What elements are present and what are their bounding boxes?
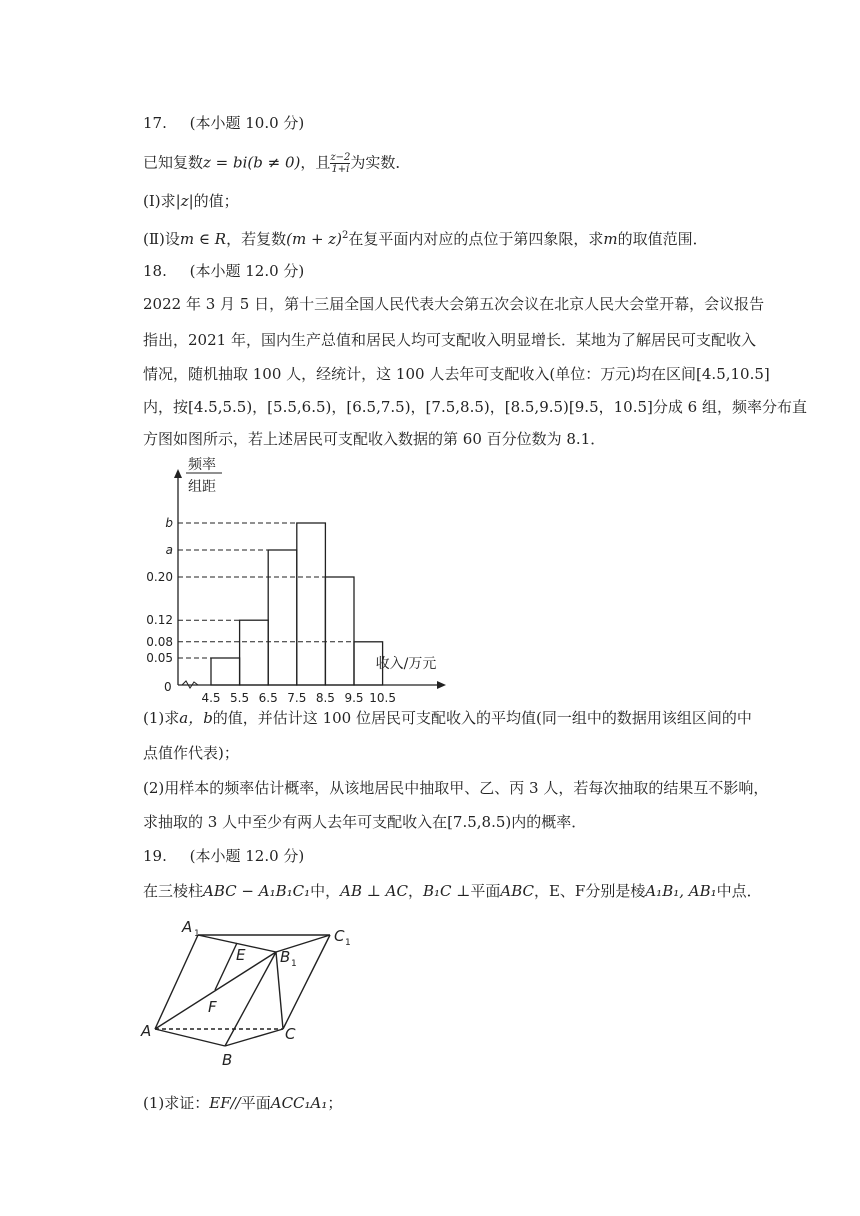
q19-stem-c: ， [407,882,423,900]
q19-header [143,846,304,866]
q17-part2-expr2: (m + z) [286,230,343,248]
x-axis-arrow [437,681,446,689]
label-e: E [236,946,246,964]
q18-part1-a: (1)求 [143,709,180,727]
q18-number: 18. [143,262,167,280]
q17-stem [143,152,410,175]
label-a1: A [182,918,193,936]
x-tick-label-1: 4.5 [201,691,221,705]
histogram-chart [146,455,490,705]
x-tick-label-4: 7.5 [287,691,307,705]
q18-part1-b: 的值，并估计这 100 位居民可支配收入的平均值(同一组中的数据用该组区间的中 [212,709,752,727]
q18-part1-line1 [143,708,752,728]
q18-para-3: 情况，随机抽取 100 人，经统计，这 100 人去年可支配收入(单位：万元)均在区间[4.5,10.5] [143,365,770,383]
q17-stem-expr: z = bi(b ≠ 0) [203,153,301,172]
y-tick-label-1: 0.05 [146,651,173,665]
histogram-bar-4 [297,523,326,685]
q17-score: (本小题 10.0 分) [189,114,305,132]
origin-label: 0 [164,680,172,694]
y-tick-label-6: b [165,516,173,530]
label-a: A [141,1022,152,1040]
histogram-bar-1 [211,658,240,685]
q18-score: (本小题 12.0 分) [189,262,305,280]
x-tick-label-5: 8.5 [315,691,335,705]
q17-header [143,113,304,133]
x-tick-label-7: 10.5 [369,691,396,705]
q19-stem-e: ，E、F分别是棱 [533,882,646,900]
q19-stem-d: 平面 [470,882,501,900]
q18-para-5: 方图如图所示，若上述居民可支配收入数据的第 60 百分位数为 8.1． [143,430,606,448]
label-b: B [222,1051,233,1069]
q17-stem-post: 为实数． [350,153,411,172]
x-label: 收入/万元 [375,656,437,672]
q19-stem [143,881,762,901]
q19-stem-prism: ABC − A₁B₁C₁ [203,882,311,900]
label-a1-sub: 1 [194,929,200,939]
y-axis-arrow [174,469,182,478]
q17-part2 [143,226,708,249]
y-tick-label-5: a [165,543,173,557]
y-label-top: 频率 [188,457,216,473]
q18-part2-line2: 求抽取的 3 人中至少有两人去年可支配收入在[7.5,8.5)内的概率． [143,813,587,831]
q17-number: 17. [143,114,167,132]
q19-score: (本小题 12.0 分) [189,847,305,865]
q17-part2-mid2: 在复平面内对应的点位于第四象限，求 [348,230,604,248]
q18-para-4: 内，按[4.5,5.5)，[5.5,6.5)，[6.5,7.5)，[7.5,8.5)，[8.5,9.5)[9.5，10.5]分成 6 组，频率分布直 [143,398,807,416]
q17-frac-den: 1+i [331,164,350,175]
q19-part1 [143,1093,342,1113]
q18-part1-line2: 点值作代表)； [143,744,239,762]
x-tick-label-6: 9.5 [344,691,364,705]
edge-a-b [155,1029,225,1046]
histogram-bar-2 [240,620,269,685]
q19-stem-f: 中点． [716,882,762,900]
y-label-bottom: 组距 [188,479,216,495]
q19-part1-b: 平面 [240,1094,271,1112]
x-tick-label-3: 6.5 [258,691,278,705]
label-c1: C [334,927,345,945]
segment-e-f [215,943,237,990]
q17-fraction [330,152,350,175]
y-tick-label-4: 0.20 [146,570,173,584]
q17-stem-text: 已知复数 [143,153,204,172]
q19-stem-a: 在三棱柱 [143,882,204,900]
prism-figure [138,915,368,1075]
q17-part2-sup: 2 [342,230,349,241]
q19-part1-expr: EF// [209,1094,241,1112]
q17-stem-mid: ，且 [300,153,331,172]
y-tick-label-2: 0.08 [146,634,173,649]
q18-header [143,261,304,281]
edge-b-c [225,1029,283,1046]
q19-part1-a: (1)求证： [143,1094,210,1112]
label-b1: B [280,948,291,966]
q19-stem-perp2: B₁C ⊥ [422,882,471,900]
q19-part1-plane: ACC₁A₁ [270,1094,328,1112]
q18-part1-vars: a，b [179,709,213,727]
histogram-bar-3 [268,550,297,685]
q19-part1-c: ； [327,1094,343,1112]
q19-stem-perp1: AB ⊥ AC [340,882,408,900]
q19-stem-edges: A₁B₁, AB₁ [645,882,717,900]
label-f: F [208,998,217,1016]
q17-part2-expr3: m [603,230,618,248]
q19-number: 19. [143,847,167,865]
q18-part2-line1: (2)用样本的频率估计概率，从该地居民中抽取甲、乙、丙 3 人，若每次抽取的结果互不影响， [143,779,769,797]
q19-stem-b: 中， [310,882,341,900]
y-tick-label-3: 0.12 [146,613,173,628]
histogram-bar-5 [325,577,354,685]
label-c1-sub: 1 [345,938,351,948]
edge-b1-b [225,952,276,1046]
q17-part2-mid1: ，若复数 [226,230,287,248]
q17-part2-suffix: 的取值范围． [617,230,708,248]
q17-part1 [143,191,239,211]
q19-stem-plane: ABC [500,882,534,900]
q17-part1-expr: |z| [175,192,194,210]
q17-part2-expr1: m ∈ R [179,230,227,248]
q18-para-2: 指出，2021 年，国内生产总值和居民人均可支配收入明显增长．某地为了解居民可支配收入 [143,331,756,349]
q17-part1-prefix: (Ⅰ)求 [143,192,176,210]
label-c: C [285,1025,296,1043]
q18-para-1: 2022 年 3 月 5 日，第十三届全国人民代表大会第五次会议在北京人民大会堂开幕，会议报告 [143,295,765,313]
q17-frac-num: z−2 [330,152,351,163]
label-b1-sub: 1 [291,959,297,969]
q17-part1-suffix: 的值； [193,192,239,210]
q17-part2-prefix: (Ⅱ)设 [143,230,180,248]
x-tick-label-2: 5.5 [230,691,250,705]
